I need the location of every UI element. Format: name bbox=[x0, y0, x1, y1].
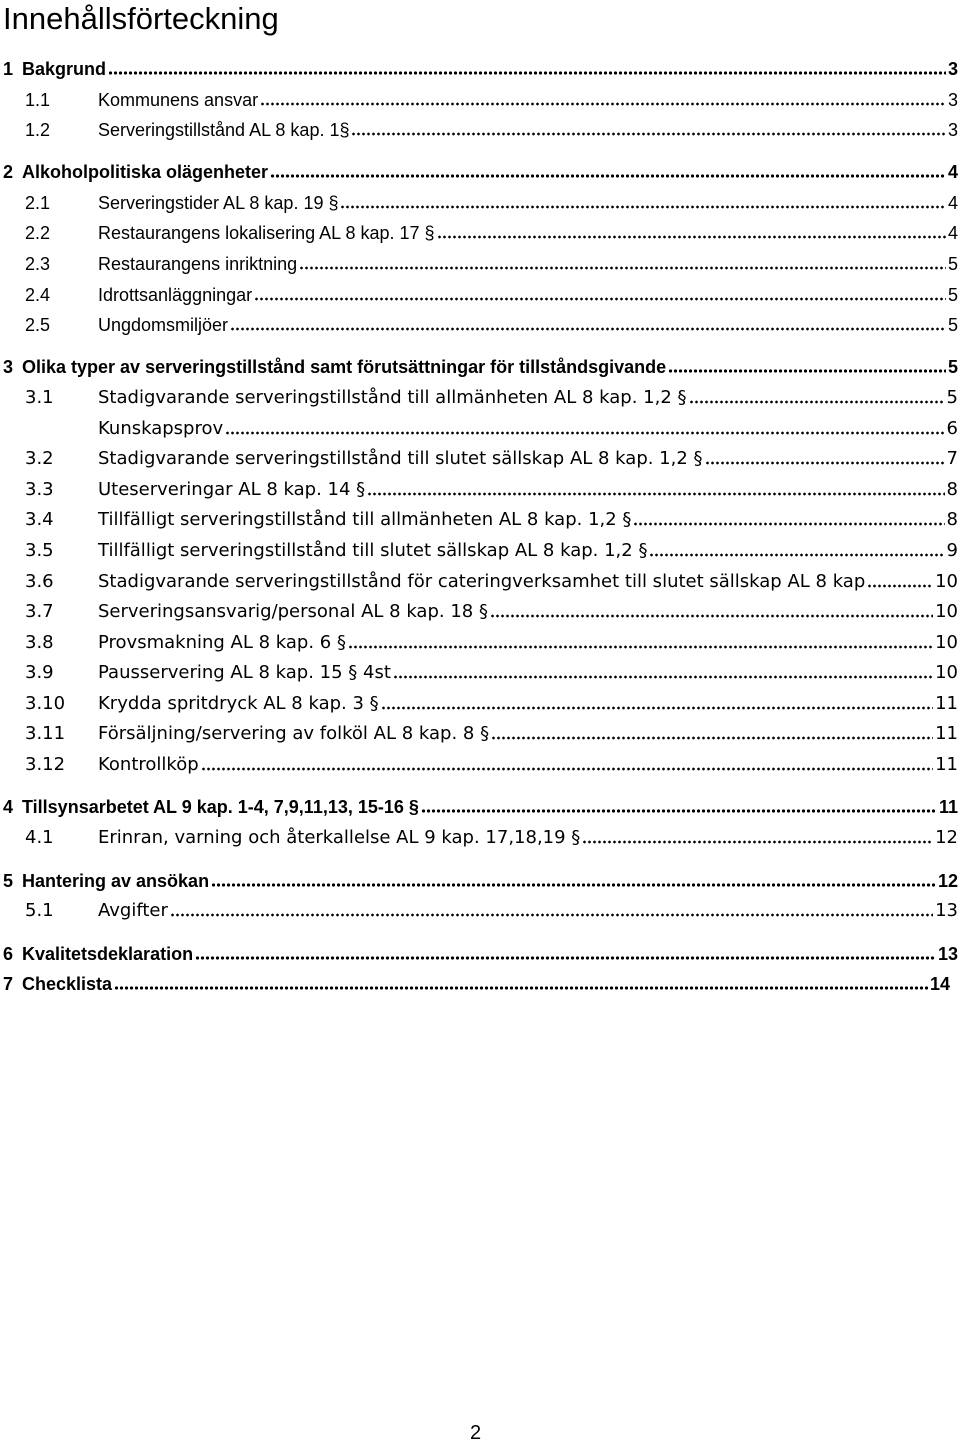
toc-entry[interactable] bbox=[3, 352, 958, 378]
toc-entry-title: Serveringsansvarig/personal AL 8 kap. 18 § bbox=[98, 601, 488, 622]
toc-entry[interactable] bbox=[3, 792, 958, 818]
toc-entry-page: 3 bbox=[947, 120, 958, 140]
toc-entry[interactable] bbox=[3, 823, 958, 849]
toc-dot-leader bbox=[367, 492, 944, 496]
toc-dot-leader bbox=[689, 400, 945, 404]
toc-entry-page: 5 bbox=[947, 357, 958, 377]
toc-entry-title: Provsmakning AL 8 kap. 6 § bbox=[98, 632, 346, 653]
toc-dot-leader bbox=[705, 461, 945, 465]
toc-entry-number: 3.6 bbox=[25, 571, 54, 592]
toc-entry-page: 10 bbox=[935, 571, 958, 592]
toc-entry-number: 2.4 bbox=[25, 285, 51, 305]
toc-entry-number: 2.2 bbox=[25, 223, 51, 243]
toc-entry[interactable] bbox=[3, 188, 958, 214]
toc-entry-title: Krydda spritdryck AL 8 kap. 3 § bbox=[98, 693, 379, 714]
toc-dot-leader bbox=[381, 706, 933, 710]
toc-entry-page: 7 bbox=[946, 448, 958, 469]
page-title: Innehållsförteckning bbox=[3, 1, 279, 36]
toc-entry[interactable] bbox=[3, 969, 950, 995]
toc-entry-page: 11 bbox=[935, 723, 958, 744]
toc-entry-page: 10 bbox=[935, 632, 958, 653]
toc-entry[interactable] bbox=[3, 750, 958, 776]
toc-entry-number: 6 bbox=[3, 944, 14, 964]
toc-entry-page: 12 bbox=[937, 871, 958, 891]
toc-entry[interactable] bbox=[3, 249, 958, 275]
toc-entry-page: 10 bbox=[935, 662, 958, 683]
toc-dot-leader bbox=[260, 102, 946, 106]
toc-entry[interactable] bbox=[3, 866, 958, 892]
toc-dot-leader bbox=[225, 431, 944, 435]
toc-entry-number: 3.3 bbox=[25, 479, 54, 500]
toc-dot-leader bbox=[348, 645, 933, 649]
toc-entry-number: 3.12 bbox=[25, 754, 66, 775]
toc-entry-page: 8 bbox=[946, 509, 958, 530]
toc-entry-page: 10 bbox=[935, 601, 958, 622]
toc-dot-leader bbox=[114, 986, 928, 990]
toc-dot-leader bbox=[393, 675, 933, 679]
toc-entry-title: Uteserveringar AL 8 kap. 14 § bbox=[98, 479, 366, 500]
toc-entry-title: Stadigvarande serveringstillstånd för cateringverksamhet till slutet sällskap AL 8 kap bbox=[98, 571, 866, 592]
toc-entry[interactable] bbox=[3, 115, 958, 141]
toc-entry[interactable] bbox=[3, 939, 958, 965]
toc-entry[interactable] bbox=[3, 280, 958, 306]
toc-entry-number: 2 bbox=[3, 162, 14, 182]
toc-entry-page: 11 bbox=[935, 693, 958, 714]
toc-dot-leader bbox=[668, 369, 946, 373]
toc-entry-page: 11 bbox=[935, 754, 958, 775]
toc-entry-title: Olika typer av serveringstillstånd samt förutsättningar för tillståndsgivande bbox=[22, 357, 667, 377]
toc-entry[interactable] bbox=[3, 383, 958, 409]
toc-dot-leader bbox=[230, 327, 946, 331]
toc-entry-page: 14 bbox=[929, 974, 950, 994]
toc-entry[interactable] bbox=[3, 689, 958, 715]
toc-entry[interactable] bbox=[3, 896, 958, 922]
toc-entry-page: 4 bbox=[947, 223, 958, 243]
toc-entry-number: 4.1 bbox=[25, 827, 54, 848]
toc-entry[interactable] bbox=[3, 475, 958, 501]
toc-entry-title: Kommunens ansvar bbox=[98, 90, 259, 110]
toc-entry-number: 3.11 bbox=[25, 723, 66, 744]
toc-entry-page: 5 bbox=[946, 387, 958, 408]
toc-entry-page: 9 bbox=[946, 540, 958, 561]
toc-dot-leader bbox=[299, 266, 946, 270]
toc-entry-title: Erinran, varning och återkallelse AL 9 kap. 17,18,19 § bbox=[98, 827, 581, 848]
toc-entry-page: 3 bbox=[947, 90, 958, 110]
toc-dot-leader bbox=[421, 809, 937, 813]
toc-entry[interactable] bbox=[3, 414, 958, 440]
toc-entry-title: Bakgrund bbox=[22, 59, 107, 79]
toc-entry-title: Kvalitetsdeklaration bbox=[22, 944, 194, 964]
toc-entry-page: 8 bbox=[946, 479, 958, 500]
toc-entry[interactable] bbox=[3, 536, 958, 562]
toc-entry-number: 3.9 bbox=[25, 662, 54, 683]
toc-entry[interactable] bbox=[3, 719, 958, 745]
toc-entry[interactable] bbox=[3, 658, 958, 684]
toc-entry-title: Restaurangens inriktning bbox=[98, 254, 298, 274]
toc-dot-leader bbox=[582, 840, 933, 844]
toc-entry-number: 7 bbox=[3, 974, 14, 994]
toc-entry-title: Alkoholpolitiska olägenheter bbox=[22, 162, 269, 182]
toc-entry-title: Restaurangens lokalisering AL 8 kap. 17 § bbox=[98, 223, 435, 243]
toc-entry-title: Pausservering AL 8 kap. 15 § 4st bbox=[98, 662, 391, 683]
toc-dot-leader bbox=[108, 71, 946, 75]
toc-entry-number: 4 bbox=[3, 797, 14, 817]
toc-entry-number: 3.2 bbox=[25, 448, 54, 469]
toc-entry-number: 3.1 bbox=[25, 387, 54, 408]
toc-entry-number: 3.7 bbox=[25, 601, 54, 622]
toc-entry[interactable] bbox=[3, 505, 958, 531]
toc-entry-title: Idrottsanläggningar bbox=[98, 285, 253, 305]
toc-entry-number: 2.1 bbox=[25, 193, 51, 213]
toc-entry-number: 2.3 bbox=[25, 254, 51, 274]
toc-dot-leader bbox=[437, 235, 946, 239]
toc-dot-leader bbox=[649, 553, 944, 557]
toc-dot-leader bbox=[211, 883, 936, 887]
toc-dot-leader bbox=[170, 913, 933, 917]
toc-entry-page: 4 bbox=[947, 162, 958, 182]
toc-entry[interactable] bbox=[3, 597, 958, 623]
toc-entry-page: 4 bbox=[947, 193, 958, 213]
toc-entry-number: 3 bbox=[3, 357, 14, 377]
toc-entry-title: Kontrollköp bbox=[98, 754, 199, 775]
toc-entry-page: 6 bbox=[946, 418, 958, 439]
toc-entry-number: 3.10 bbox=[25, 693, 66, 714]
toc-entry-page: 12 bbox=[935, 827, 958, 848]
toc-entry-number: 1.1 bbox=[25, 90, 51, 110]
toc-dot-leader bbox=[490, 614, 933, 618]
toc-dot-leader bbox=[351, 132, 946, 136]
toc-entry-number: 2.5 bbox=[25, 315, 51, 335]
toc-entry[interactable] bbox=[3, 444, 958, 470]
toc-entry-number: 3.4 bbox=[25, 509, 54, 530]
toc-entry-title: Avgifter bbox=[98, 900, 168, 921]
toc-entry-title: Hantering av ansökan bbox=[22, 871, 210, 891]
toc-dot-leader bbox=[340, 205, 946, 209]
toc-dot-leader bbox=[270, 174, 946, 178]
toc-entry-title: Serveringstider AL 8 kap. 19 § bbox=[98, 193, 339, 213]
toc-entry-title: Serveringstillstånd AL 8 kap. 1§ bbox=[98, 120, 350, 140]
toc-entry-title: Kunskapsprov bbox=[98, 418, 224, 439]
page-number: 2 bbox=[470, 1422, 482, 1444]
toc-dot-leader bbox=[867, 584, 933, 588]
toc-entry-number: 1.2 bbox=[25, 120, 51, 140]
toc-entry-page: 13 bbox=[937, 944, 958, 964]
toc-entry-title: Checklista bbox=[22, 974, 113, 994]
toc-entry[interactable] bbox=[3, 310, 958, 336]
toc-entry[interactable] bbox=[3, 54, 958, 80]
toc-entry-page: 11 bbox=[938, 797, 958, 817]
toc-entry[interactable] bbox=[3, 157, 958, 183]
toc-entry-number: 3.5 bbox=[25, 540, 54, 561]
toc-entry-title: Ungdomsmiljöer bbox=[98, 315, 229, 335]
toc-entry-page: 3 bbox=[947, 59, 958, 79]
toc-entry[interactable] bbox=[3, 218, 958, 244]
toc-dot-leader bbox=[254, 297, 946, 301]
toc-dot-leader bbox=[195, 956, 936, 960]
toc-entry-title: Tillsynsarbetet AL 9 kap. 1-4, 7,9,11,13, 15-16 § bbox=[22, 797, 419, 817]
toc-entry-title: Tillfälligt serveringstillstånd till slutet sällskap AL 8 kap. 1,2 § bbox=[98, 540, 648, 561]
toc-entry[interactable] bbox=[3, 85, 958, 111]
toc-entry-page: 13 bbox=[935, 900, 958, 921]
toc-entry-title: Stadigvarande serveringstillstånd till slutet sällskap AL 8 kap. 1,2 § bbox=[98, 448, 703, 469]
toc-entry-number: 1 bbox=[3, 59, 14, 79]
toc-entry[interactable] bbox=[3, 628, 958, 654]
toc-entry-number: 3.8 bbox=[25, 632, 54, 653]
toc-entry-page: 5 bbox=[947, 285, 958, 305]
toc-entry-title: Tillfälligt serveringstillstånd till allmänheten AL 8 kap. 1,2 § bbox=[98, 509, 632, 530]
toc-entry-number: 5 bbox=[3, 871, 14, 891]
toc-dot-leader bbox=[201, 767, 933, 771]
toc-entry[interactable] bbox=[3, 567, 958, 593]
toc-entry-page: 5 bbox=[947, 254, 958, 274]
toc-dot-leader bbox=[633, 522, 944, 526]
toc-entry-number: 5.1 bbox=[25, 900, 54, 921]
toc-entry-page: 5 bbox=[947, 315, 958, 335]
toc-dot-leader bbox=[491, 736, 933, 740]
toc-entry-title: Stadigvarande serveringstillstånd till allmänheten AL 8 kap. 1,2 § bbox=[98, 387, 687, 408]
toc-entry-title: Försäljning/servering av folköl AL 8 kap. 8 § bbox=[98, 723, 490, 744]
